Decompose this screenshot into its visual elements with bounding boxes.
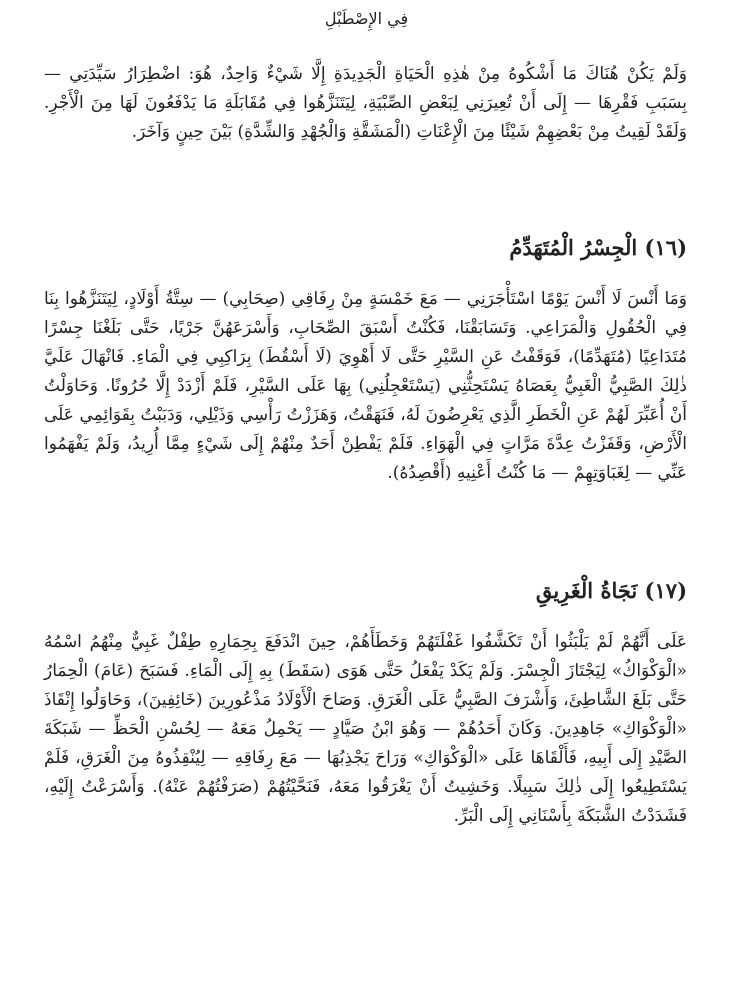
section-16-heading-block	[44, 232, 687, 264]
running-header: فِي الإِصْطَبْلِ	[324, 9, 409, 28]
section-17-body	[44, 628, 687, 831]
intro-paragraph: وَلَمْ يَكُنْ هُنَاكَ مَا أَشْكُوهُ مِنْ هٰذِهِ الْحَيَاةِ الْجَدِيدَةِ إِلَّا شَيْءٌ وَاحِدٌ، هُوَ: اضْطِرَارُ سَيِّدَتِي — بِسَبَبِ فَقْرِهَا — إِلَى أَنْ تُعِيرَنِي لِبَعْضِ الصِّبْيَةِ، لِيَتَنَزَّهُوا فِي مُقَابَلَةِ مَا يَدْفَعُونَ لَهَا مِنَ الْأَجْرِ. وَلَقَدْ لَقِيتُ مِنْ بَعْضِهِمْ شَيْئًا مِنَ الْإِعْنَاتِ (الْمَشَقَّةِ وَالْجُهْدِ وَالشِّدَّةِ) بَيْنَ حِينٍ وَآخَرَ.	[44, 64, 687, 142]
section-17-paragraph: عَلَى أَنَّهُمْ لَمْ يَلْبَثُوا أَنْ تَكَشَّفُوا غَفْلَتَهُمْ وَخَطَأَهُمْ، حِينَ انْدَفَعَ بِحِمَارِهِ طِفْلٌ غَبِيٌّ مِنْهُمُ اسْمُهُ «الْوَكْوَاكُ» لِيَجْتَازَ الْجِسْرَ. وَلَمْ يَكَدْ يَفْعَلُ حَتَّى هَوَى (سَقَطَ) بِهِ إِلَى الْمَاءِ. فَسَبَحَ (عَامَ) الْحِمَارُ حَتَّى بَلَغَ الشَّاطِئَ، وَأَشْرَفَ الصَّبِيُّ عَلَى الْغَرَقِ. وَصَاحَ الْأَوْلَادُ مَذْعُورِينَ (خَائِفِينَ)، وَحَاوَلُوا إِنْقَاذَ «الْوَكْوَاكِ» جَاهِدِينَ. وَكَانَ أَحَدُهُمْ — وَهُوَ ابْنُ صَيَّادٍ — يَحْمِلُ مَعَهُ — لِحُسْنِ الْحَظِّ — شَبَكَةَ الصَّيْدِ إِلَى أَبِيهِ، فَأَلْقَاهَا عَلَى «الْوَكْوَاكِ» وَرَاحَ يَجْذِبُهَا — مَعَ رِفَاقِهِ — لِيُنْقِذُوهُ مِنَ الْغَرَقِ، فَلَمْ يَسْتَطِيعُوا إِلَى ذٰلِكَ سَبِيلًا. وَخَشِيتُ أَنْ يَغْرَقُوا مَعَهُ، فَنَحَّيْتُهُمْ (صَرَفْتُهُمْ عَنْهُ). وَأَسْرَعْتُ إِلَيْهِ، فَشَدَدْتُ الشَّبَكَةَ بِأَسْنَانِي إِلَى الْبَرِّ.	[44, 632, 687, 826]
section-16-body	[44, 285, 687, 488]
section-17-heading-block	[44, 575, 687, 607]
section-17-heading: (١٧) نَجَاةُ الْغَرِيقِ	[535, 578, 687, 603]
intro-block	[44, 60, 687, 147]
section-16-heading: (١٦) الْجِسْرُ الْمُتَهَدِّمُ	[509, 235, 687, 260]
section-16-paragraph: وَمَا أَنْسَ لَا أَنْسَ يَوْمًا اسْتَأْجَرَنِي — مَعَ خَمْسَةٍ مِنْ رِفَاقِي (صِحَابِي) — سِتَّةُ أَوْلَادٍ، لِيَتَنَزَّهُوا بِنَا فِي الْحُقُولِ وَالْمَرَاعِي. وَتَسَابَقْنَا، فَكُنْتُ أَسْبَقَ الصِّحَابِ، وَأَسْرَعَهُنَّ جَرْيًا، حَتَّى بَلَغْنَا جِسْرًا مُتَدَاعِيًا (مُتَهَدِّمًا)، فَوَقَفْتُ عَنِ السَّيْرِ حَتَّى لَا أَهْوِيَ (لَا أَسْقُطَ) بِرَاكِبِي فِي الْمَاءِ. فَانْهَالَ عَلَيَّ ذٰلِكَ الصَّبِيُّ الْغَبِيُّ بِعَصَاهُ يَسْتَحِثُّنِي (يَسْتَعْجِلُنِي) بِهَا عَلَى السَّيْرِ، فَلَمْ أَزْدَدْ إِلَّا حُرُونًا. وَحَاوَلْتُ أَنْ أُعَبِّرَ لَهُمْ عَنِ الْخَطَرِ الَّذِي يَعْرِضُونَ لَهُ، فَنَهَقْتُ، وَهَزَزْتُ رَأْسِي وَذَيْلِي، وَدَبَبْتُ بِقَوَائِمِي عَلَى الْأَرْضِ، وَقَفَزْتُ عِدَّةَ مَرَّاتٍ فِي الْهَوَاءِ. فَلَمْ يَفْطِنْ أَحَدٌ مِنْهُمْ إِلَى شَيْءٍ مِمَّا أُرِيدُ، وَلَمْ يَفْهَمُوا عَنِّي — لِغَبَاوَتِهِمْ — مَا كُنْتُ أَعْنِيهِ (أَقْصِدُهُ).	[44, 289, 687, 483]
